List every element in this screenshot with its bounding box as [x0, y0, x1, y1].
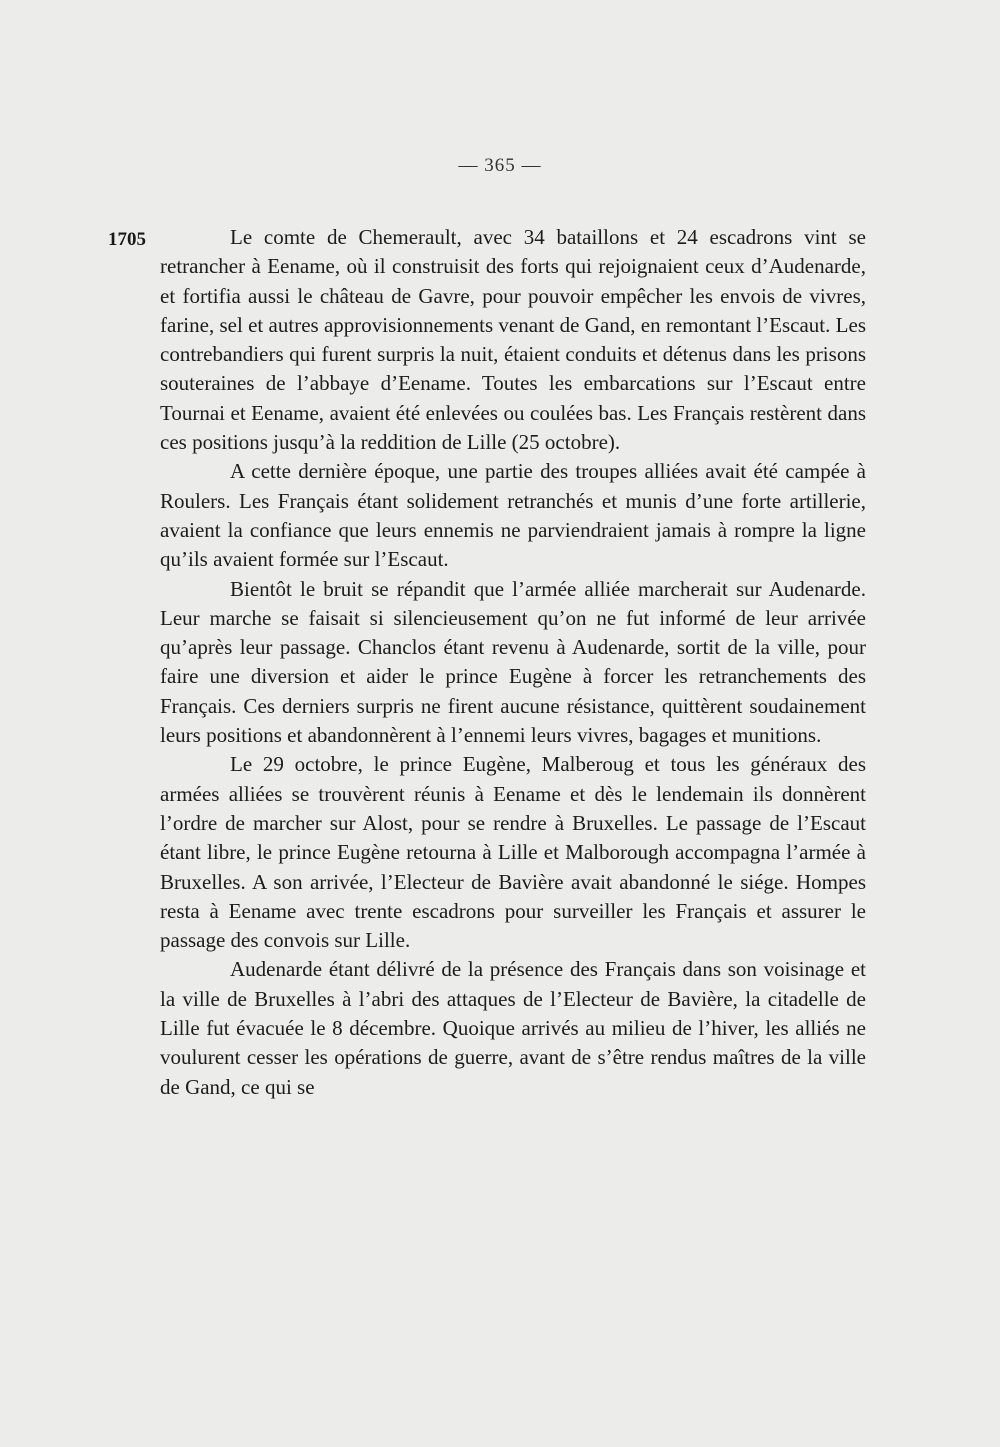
paragraph: A cette dernière époque, une partie des troupes alliées avait été campée à Roulers. Les Français étant solidement retranchés et munis d’une forte artillerie, avaient la confiance que leurs ennemis ne parviendraient jamais à rompre la ligne qu’ils avaient formée sur l’Escaut. [160, 459, 866, 572]
paragraph: Bientôt le bruit se répandit que l’armée alliée marcherait sur Audenarde. Leur marche se faisait si silencieusement qu’on ne fut informé de leur arrivée qu’après leur passage. Chanclos étant revenu à Audenarde, sortit de la ville, pour faire une diversion et aider le prince Eugène à forcer les retranchements des Français. Ces derniers surpris ne firent aucune résistance, quittèrent soudainement leurs positions et abandonnèrent à l’ennemi leurs vivres, bagages et munitions. [160, 576, 866, 748]
page-number: — 365 — [458, 155, 542, 176]
body-text [160, 223, 866, 1102]
margin-year: 1705 [108, 229, 146, 250]
paragraph: Audenarde étant délivré de la présence des Français dans son voisinage et la ville de Bruxelles à l’abri des attaques de l’Electeur de Bavière, la citadelle de Lille fut évacuée le 8 décembre. Quoique arrivés au milieu de l’hiver, les alliés ne voulurent cesser les opérations de guerre, avant de s’être rendus maîtres de la ville de Gand, ce qui se [160, 957, 866, 1099]
paragraph: Le comte de Chemerault, avec 34 bataillons et 24 escadrons vint se retrancher à Eename, où il construisit des forts qui rejoignaient ceux d’Audenarde, et fortifia aussi le château de Gavre, pour pouvoir empêcher les envois de vivres, farine, sel et autres approvisionnements venant de Gand, en remontant l’Escaut. Les contrebandiers qui furent surpris la nuit, étaient conduits et détenus dans les prisons souteraines de l’abbaye d’Eename. Toutes les embarcations sur l’Escaut entre Tournai et Eename, avaient été enlevées ou coulées bas. Les Français restèrent dans ces positions jusqu’à la reddition de Lille (25 octobre). [160, 225, 866, 455]
paragraph: Le 29 octobre, le prince Eugène, Malberoug et tous les généraux des armées alliées se trouvèrent réunis à Eename et dès le lendemain ils donnèrent l’ordre de marcher sur Alost, pour se rendre à Bruxelles. Le passage de l’Escaut étant libre, le prince Eugène retourna à Lille et Malborough accompagna l’armée à Bruxelles. A son arrivée, l’Electeur de Bavière avait abandonné le siége. Hompes resta à Eename avec trente escadrons pour surveiller les Français et assurer le passage des convois sur Lille. [160, 752, 866, 953]
